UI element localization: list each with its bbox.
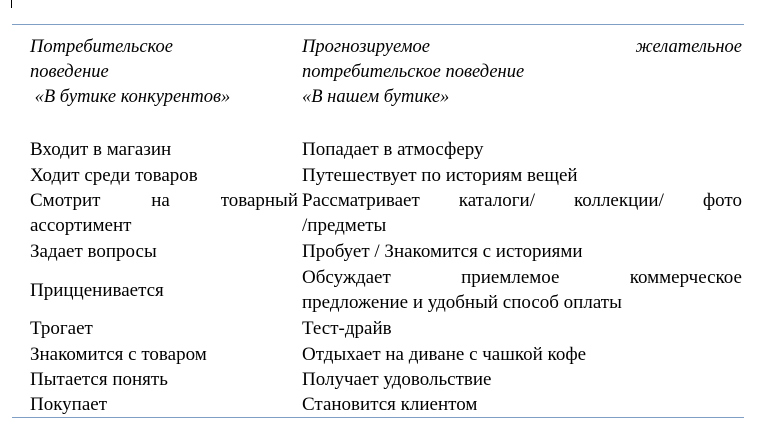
row-right-cell: Путешествует по историям вещей — [302, 165, 578, 186]
row-left-cell: Покупает — [30, 394, 108, 415]
row-right-word: коллекции/ — [573, 190, 664, 211]
row-right-word: Рассматривает — [302, 190, 420, 211]
row-right-word: коммерческое — [629, 267, 742, 288]
row-left-line-2: ассортимент — [30, 215, 132, 236]
header-left-line-1: Потребительское — [30, 37, 173, 57]
row-right-cell: Отдыхает на диване с чашкой кофе — [302, 344, 587, 365]
header-right-word-2: желательное — [635, 37, 742, 57]
row-left-cell: Входит в магазин — [30, 139, 172, 160]
row-left-word: на — [151, 190, 170, 211]
row-right-line-2: предложение и удобный способ оплаты — [302, 292, 622, 313]
row-left-cell — [30, 188, 298, 238]
header-right-line-1 — [302, 35, 742, 60]
row-right-cell: Попадает в атмосферу — [302, 139, 484, 160]
row-right-line-1 — [302, 265, 742, 290]
header-right-word-1: Прогнозируемое — [302, 37, 430, 57]
row-right-cell: Становится клиентом — [302, 394, 478, 415]
row-right-word: фото — [702, 190, 742, 211]
row-left-word: Смотрит — [30, 190, 101, 211]
comparison-table — [12, 24, 744, 418]
header-left-line-2: поведение — [30, 62, 109, 82]
row-left-cell: Задает вопросы — [30, 241, 157, 262]
row-left-cell: Трогает — [30, 318, 93, 339]
row-right-word: каталоги/ — [458, 190, 535, 211]
text-cursor-mark — [11, 0, 12, 8]
row-left-word: товарный — [220, 190, 298, 211]
header-right-line-2: потребительское поведение — [302, 62, 525, 82]
header-left-line-3: «В бутике конкурентов» — [30, 87, 231, 107]
row-left-cell: Ходит среди товаров — [30, 165, 198, 186]
row-left-cell: Прицценивается — [30, 280, 164, 301]
row-right-cell: Пробует / Знакомится с историями — [302, 241, 583, 262]
header-right-line-3: «В нашем бутике» — [302, 87, 450, 107]
row-left-cell: Пытается понять — [30, 369, 168, 390]
row-right-cell: Получает удовольствие — [302, 369, 492, 390]
row-right-word: Обсуждает — [302, 267, 391, 288]
row-left-line-1 — [30, 188, 298, 213]
row-right-cell: Тест-драйв — [302, 318, 392, 339]
row-right-cell — [302, 188, 742, 238]
header-right-cell — [302, 35, 742, 110]
row-left-cell: Знакомится с товаром — [30, 344, 207, 365]
row-right-line-1 — [302, 188, 742, 213]
row-right-line-2: /предметы — [302, 215, 387, 236]
row-right-word: приемлемое — [461, 267, 560, 288]
header-left-cell — [30, 35, 298, 110]
row-right-cell — [302, 265, 742, 315]
